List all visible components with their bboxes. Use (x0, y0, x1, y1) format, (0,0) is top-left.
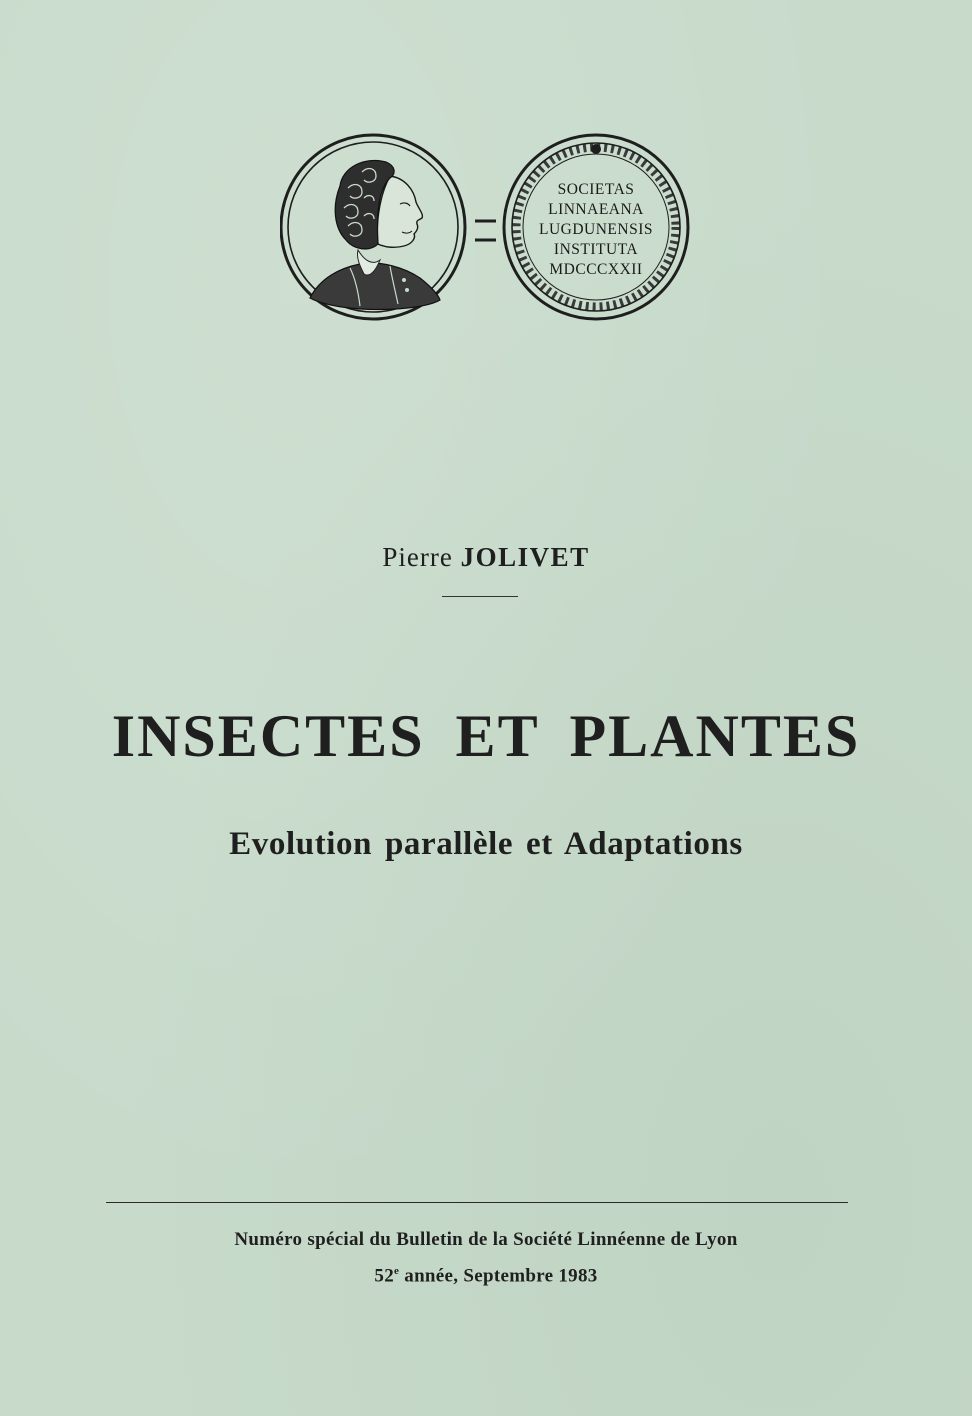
medal-reverse (504, 135, 688, 319)
book-title: INSECTES ET PLANTES (111, 703, 861, 769)
author-family-name: JOLIVET (460, 542, 590, 572)
inscription-line-1: SOCIETAS (557, 181, 635, 198)
inscription-line-2: LINNAEANA (548, 201, 644, 218)
author-divider (442, 596, 518, 597)
inscription-line-5: MDCCCXXII (549, 261, 643, 278)
medals-illustration (280, 128, 695, 326)
inscription-line-4: INSTITUTA (553, 241, 639, 258)
bulletin-line: Numéro spécial du Bulletin de la Société Linnéenne de Lyon (234, 1229, 738, 1250)
author-name (0, 542, 972, 573)
author-given-name: Pierre (382, 542, 453, 572)
edition-suffix: e (394, 1265, 400, 1277)
edition-number: 52 (374, 1265, 395, 1287)
equals-sign (475, 221, 496, 240)
society-medals (280, 128, 695, 326)
book-subtitle: Evolution parallèle et Adaptations (229, 826, 743, 862)
footer-divider (106, 1202, 848, 1203)
medal-obverse (281, 135, 465, 319)
edition-date: année, Septembre 1983 (399, 1265, 598, 1287)
inscription-line-3: LUGDUNENSIS (539, 221, 653, 238)
edition-line (0, 1265, 972, 1287)
